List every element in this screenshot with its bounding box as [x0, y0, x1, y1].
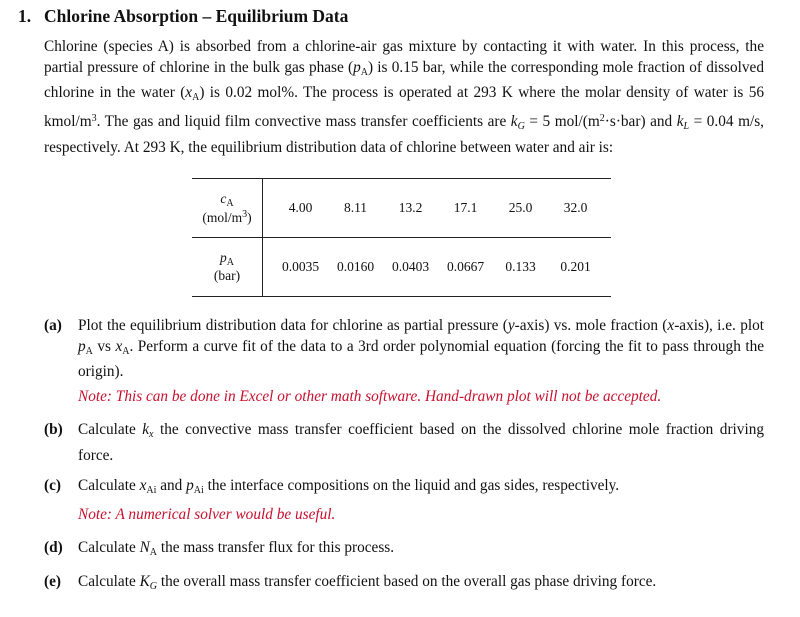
intro-text: Chlorine (species A) is absorbed from a chlorine-air gas mixture by contacting it with water. In this process, the partial pressure of chlorine in the bulk gas phase ( — [44, 38, 764, 76]
problem-title — [18, 6, 348, 27]
part-text — [78, 538, 764, 564]
symbol-sub: Ai — [146, 485, 157, 496]
symbol: p — [186, 477, 194, 494]
symbol: k — [142, 421, 150, 438]
problem-intro — [44, 37, 764, 159]
table-cell: 32.0 — [548, 179, 611, 238]
symbol-xA: x — [185, 84, 193, 102]
part-label: (b) — [44, 421, 63, 438]
header-symbol: p — [220, 250, 227, 265]
text: the mass transfer flux for this process. — [157, 539, 395, 556]
intro-text: = 0.04 m/s, respectively. At 293 K, the equilibrium distribution data of chlorine between water and air is: — [44, 113, 764, 156]
text: the interface compositions on the liquid and gas sides, respectively. — [203, 477, 620, 494]
part-c — [44, 476, 764, 525]
symbol-kL: k — [676, 113, 684, 131]
symbol-sub: A — [192, 92, 200, 104]
symbol: K — [139, 573, 150, 590]
symbol-sub: A — [85, 345, 93, 357]
part-text — [78, 572, 764, 598]
table-cell: 13.2 — [383, 179, 438, 238]
symbol-sup: 3 — [91, 113, 97, 125]
header-sub: A — [226, 197, 234, 209]
symbol-sub: A — [360, 66, 368, 78]
table-row-pressure — [192, 238, 611, 297]
symbol: p — [78, 337, 86, 355]
part-label: (d) — [44, 539, 63, 556]
text: the overall mass transfer coefficient based on the overall gas phase driving force. — [157, 573, 657, 590]
text: Calculate — [78, 477, 140, 494]
table-cell: 0.0160 — [328, 238, 383, 297]
header-unit: ) — [247, 209, 252, 225]
table-cell: 0.201 — [548, 238, 611, 297]
part-text — [78, 476, 764, 502]
symbol-sup: 2 — [599, 113, 605, 125]
text: the convective mass transfer coefficient based on the dissolved chlorine mole fraction driving force. — [78, 421, 764, 464]
symbol-sub: L — [683, 121, 690, 133]
symbol: y — [507, 317, 515, 334]
symbol: N — [139, 539, 150, 556]
symbol-sub: G — [149, 581, 158, 592]
table-cell: 0.0403 — [383, 238, 438, 297]
table-header-pA — [192, 238, 263, 297]
table-cell: 0.0667 — [438, 238, 493, 297]
table-header-cA — [192, 179, 263, 238]
header-unit: (mol/m — [202, 209, 243, 225]
symbol-sub: Ai — [193, 485, 204, 496]
table-cell: 17.1 — [438, 179, 493, 238]
table-cell: 4.00 — [263, 179, 329, 238]
header-sup: 3 — [242, 208, 248, 220]
part-label: (c) — [44, 477, 61, 494]
text: and — [156, 477, 187, 494]
part-d — [44, 538, 764, 564]
intro-text: ) is 0.15 bar, while the corresponding mole fraction of dissolved chlorine in the water ( — [44, 58, 764, 102]
equilibrium-table — [192, 178, 611, 297]
symbol-sub: x — [149, 429, 154, 440]
symbol-sub: A — [149, 547, 158, 558]
table-cell: 25.0 — [493, 179, 548, 238]
text: Plot the equilibrium distribution data for chlorine as partial pressure ( — [78, 317, 508, 334]
table-cell: 8.11 — [328, 179, 383, 238]
problem-number: 1. — [18, 6, 32, 26]
table-cell: 0.133 — [493, 238, 548, 297]
part-label: (e) — [44, 573, 61, 590]
part-c-note: Note: A numerical solver would be useful. — [78, 505, 336, 523]
intro-text: ·s·bar) and — [604, 113, 677, 131]
intro-text: = 5 mol/(m — [524, 113, 600, 131]
part-text — [78, 420, 764, 466]
text: Calculate — [78, 573, 140, 590]
table-cell: 0.0035 — [263, 238, 329, 297]
symbol: x — [139, 477, 147, 494]
part-a-note: Note: This can be done in Excel or other math software. Hand-drawn plot will not be accepted. — [78, 388, 662, 406]
intro-text: . The gas and liquid film convective mass transfer coefficients are — [96, 113, 511, 131]
symbol-sub: A — [122, 345, 130, 357]
symbol-kG: k — [510, 113, 518, 131]
text: vs — [92, 337, 116, 355]
text: Calculate — [78, 539, 140, 556]
text: Calculate — [78, 421, 143, 438]
part-label: (a) — [44, 317, 62, 334]
part-e — [44, 572, 764, 598]
text: -axis) vs. mole fraction ( — [514, 317, 668, 334]
header-symbol: c — [220, 190, 227, 206]
part-a — [44, 316, 764, 408]
header-unit: (bar) — [213, 268, 241, 283]
symbol-pA: p — [353, 58, 361, 76]
part-b — [44, 420, 764, 466]
header-sub: A — [226, 257, 234, 268]
table-row-concentration — [192, 179, 611, 238]
part-text — [78, 316, 764, 383]
symbol-sub: G — [517, 121, 525, 133]
text: -axis), i.e. plot — [674, 317, 764, 334]
symbol: x — [667, 317, 675, 334]
intro-text: ) is 0.02 mol%. The process is operated at 293 K where the molar density of water is 56 kmol/m — [44, 84, 764, 131]
text: . Perform a curve fit of the data to a 3rd order polynomial equation (forcing the fit to pass through the origin). — [78, 337, 765, 381]
symbol: x — [115, 337, 123, 355]
problem-title-text: Chlorine Absorption – Equilibrium Data — [44, 6, 349, 26]
